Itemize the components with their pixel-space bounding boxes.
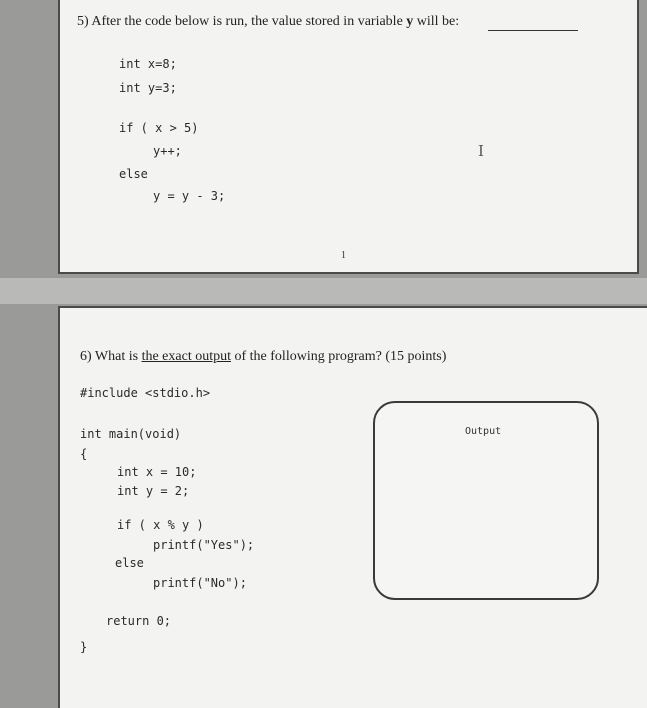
code-line: { bbox=[80, 447, 88, 461]
code-line: y = y - 3; bbox=[153, 189, 226, 203]
code-line: if ( x % y ) bbox=[117, 518, 204, 532]
page-gap bbox=[0, 278, 647, 304]
output-label: Output bbox=[465, 426, 502, 437]
question-5-tail: will be: bbox=[416, 14, 460, 29]
page-mark: 1 bbox=[341, 250, 346, 261]
code-line: printf("No"); bbox=[153, 576, 247, 590]
question-5-text: 5) After the code below is run, the value stored in variable bbox=[77, 14, 403, 29]
question-6-text: 6) What is bbox=[80, 349, 139, 364]
code-line: #include <stdio.h> bbox=[80, 386, 211, 400]
code-line: int x=8; bbox=[119, 57, 177, 71]
code-line: y++; bbox=[153, 144, 182, 158]
code-line: else bbox=[115, 556, 144, 570]
code-line: printf("Yes"); bbox=[153, 538, 255, 552]
answer-blank[interactable] bbox=[488, 30, 578, 31]
question-6-prompt bbox=[80, 349, 446, 365]
code-line: return 0; bbox=[106, 614, 172, 628]
code-line: else bbox=[119, 167, 148, 181]
code-line: if ( x > 5) bbox=[119, 121, 199, 135]
code-line: } bbox=[80, 640, 88, 654]
code-line: int x = 10; bbox=[117, 465, 197, 479]
code-line: int main(void) bbox=[80, 427, 182, 441]
question-6-emphasis: the exact output bbox=[141, 349, 231, 364]
question-5-prompt bbox=[77, 14, 459, 30]
question-5-page bbox=[58, 0, 639, 274]
text-cursor-icon: I bbox=[478, 142, 484, 160]
question-6-tail: of the following program? (15 points) bbox=[234, 349, 447, 364]
code-line: int y=3; bbox=[119, 81, 177, 95]
variable-name: y bbox=[406, 14, 414, 29]
code-line: int y = 2; bbox=[117, 484, 190, 498]
